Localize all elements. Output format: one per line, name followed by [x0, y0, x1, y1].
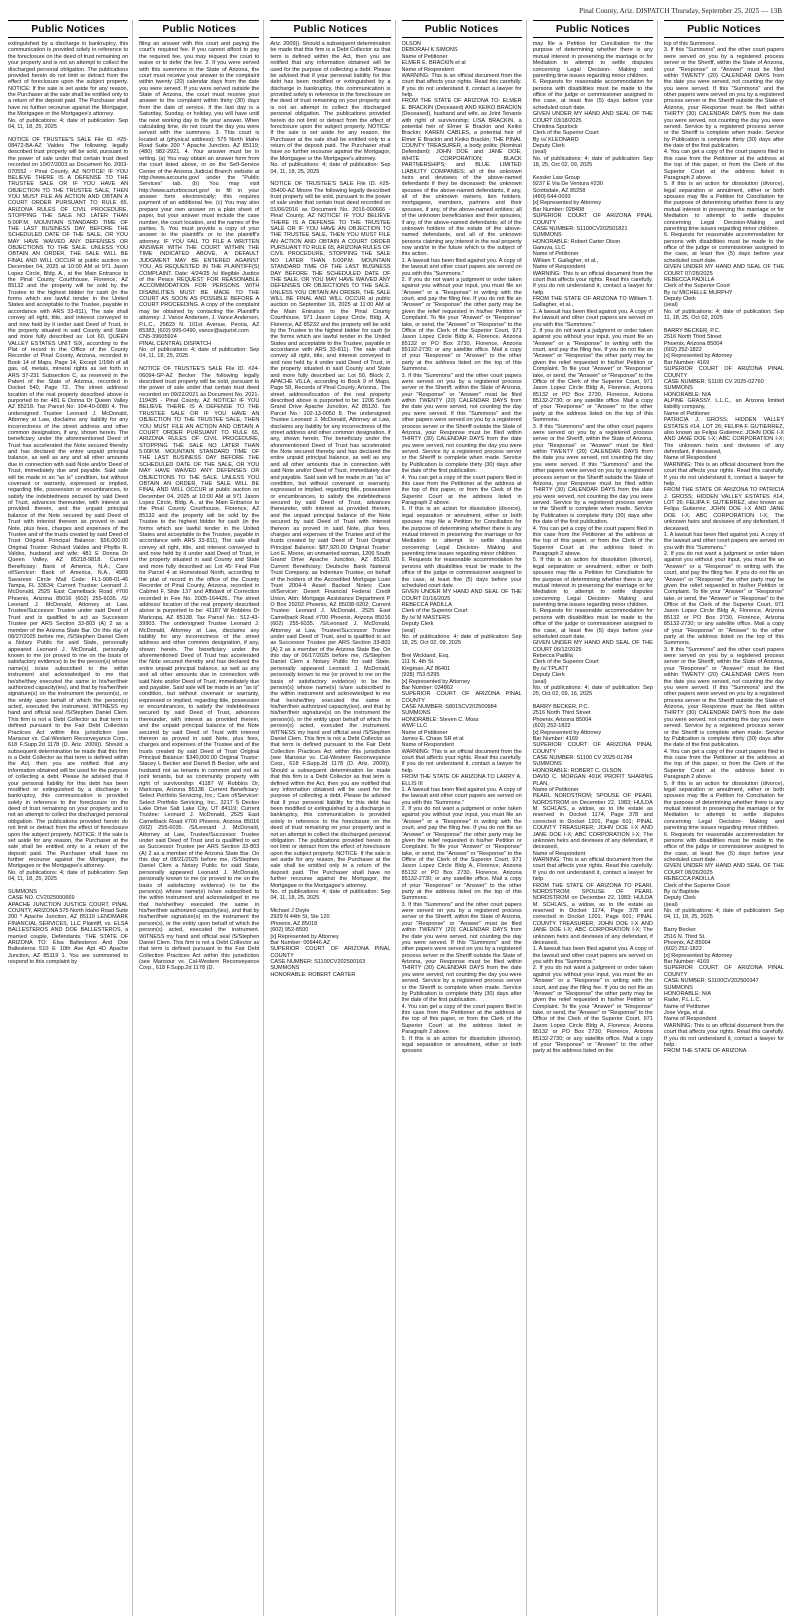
column-heading: Public Notices — [8, 20, 128, 38]
column-text: OLSON DEBORAH K SIMONS Name of Petitioner ELMER E. BRACKIN et al Name of Respondent WARNING: This is an official document from the court that affects your rights. Read this carefully. If you do not understand it, contact a lawyer for help. FROM THE STATE OF ARIZONA TO: ELMER E. BRACKIN (Deceased) AND KEIKO BRACKIN (Deceased), husband and wife, as Joint Tenants with right of survivorship; LISA BRACKIN, a potential heir of Elmer E Brackin and Keiko Brackin; KAREN CABLES, a potential heir of Elmer E Brackin and Keiko Brackin; THE PINAL COUNTY TREASURER, a body politic (Nominal Defendant); JOHN DOE and JANE DOE; WHITE CORPORATION; BLACK PARTNERSHIPS; and BLUE LIMITED LIABILITY COMPANIES; all of the unknown heirs and devisees of the above-named defendants if they be deceased; the unknown spouses of the above-named defendants, if any, all of the unknown owners, lien holders, mortgagees, members, partners and their spouses, if any, of the above-named entities; all of the unknown beneficiaries and their spouses, if any, of the above-named defendants; all of the unknown holders of the estate of the above-named defendants, and all of the unknown persons claiming any interest in the real property now and/or in the future which is the subject of this action. 1. A lawsuit has been filed against you. A copy of the lawsuit and other court papers are served on you with this "Summons." 2. If you do not want a judgment or order taken against you without your input, you must file an "Answer" or a "Response" in writing with the court, and pay the filing fee. If you do not file an "Answer" or "Response" the other party may be given the relief requested in his/her Petition or Complaint. To file your "Answer" or "Response" take, or send, the "Answer" or "Response" to the Office of the Clerk of the Superior Court, 971 Jason Lopez Circle Bldg A, Florence, Arizona 85132 or PO Box 2730, Florence, Arizona 85132-2730; or any satellite office. Mail a copy of your "Response" or "Answer" to the other party at the address listed on the top of this Summons. 3. If this "Summons" and the other court papers were served on you by a registered process server or the Sheriff, within the State of Arizona, your "Response" or "Answer" must be filed within TWENTY (20) CALENDAR DAYS from the date you were served, not counting the day you were served. If this "Summons" and the other papers were served on you by a registered process server or the Sheriff outside the State of Arizona, your Response must be filed within THIRTY (30) CALENDAR DAYS from the date you were served, not counting the day you were served. Service by a registered process server or the Sheriff is complete when made. Service by Publication is complete thirty (30) days after the date of the first publication. 4. You can get a copy of the court papers filed in this case from the Petitioner at the address at the top of this paper, or from the Clerk of the Superior Court at the address listed in Paragraph 2 above. 5. If this is an action for dissolution (divorce), legal separation or annulment, either or both spouses may file a Petition for Conciliation for the purpose of determining whether there is any mutual interest in preserving the marriage or for Mediation to attempt to settle disputes concerning Legal Decision- Making and parenting time issues regarding minor children. 6. Requests for reasonable accommodation for persons with disabilities must be made to the office of the judge or commissioner assigned to the case, at least five (5) days before your scheduled court date. GIVEN UNDER MY HAND AND SEAL OF THE COURT 01/16/2025 REBECCA PADILLA Clerk of the Superior Court By /s/ M MASTERS Deputy Clerk (seal) No. of publications: 4; date of publication: Sep 18, 25, Oct 02, 09, 2025 Brei Wickland, Esq. 111 N. 4th St. Kingman, AZ 86401 (928) 753-5295 [x] Represented by Attorney Bar Number: 034862 SUPERIOR COURT OF ARIZONA PINAL COUNTY CASE NUMBER: S8015CV202500984 SUMMONS HONORABLE: Steven C. Moss WWF LLC Name of Petitioner James E. Chase SR et al Name of Respondent WARNING: This is an official document from the court that affects your rights. Read this carefully. If you do not understand it, contact a lawyer for help. FROM THE STATE OF ARIZONA TO LARRY A. ELLIS III 1. A lawsuit has been filed against you. A copy of the lawsuit and other court papers are served on you with this "Summons." 2. If you do not want a judgment or order taken against you without your input, you must file an "Answer" or a "Response" in writing with the court, and pay the filing fee. If you do not file an "Answer" or "Response" the other party may be given the relief requested in his/her Petition or Complaint. To file your "Answer" or "Response" take, or send, the "Answer" or "Response" to the Office of the Clerk of the Superior Court, 971 Jason Lopez Circle Bldg A, Florence, Arizona 85132 or PO Box 2730, Florence, Arizona 85132-2730; or any satellite office. Mail a copy of your "Response" or "Answer" to the other party at the address listed on the top of this Summons. 3. If this "Summons" and the other court papers were served on you by a registered process server or the Sheriff, within the State of Arizona, your "Response" or "Answer" must be filed within TWENTY (20) CALENDAR DAYS from the date you were served, not counting the day you were served. If this "Summons" and the other papers were served on you by a registered process server or the Sheriff outside the State of Arizona, your Response must be filed within THIRTY (30) CALENDAR DAYS from the date you were served, not counting the day you were served. Service by a registered process server or the Sheriff is complete when made. Service by Publication is complete thirty (30) days after the date of the first publication. 4. You can get a copy of the court papers filed in this case from the Petitioner at the address at the top of this paper, or from the Clerk of the Superior Court at the address listed in Paragraph 2 above. 5. If this is an action for dissolution (divorce), legal separation or annulment, either or both spouses — [401, 41, 522, 1055]
column-heading: Public Notices — [533, 20, 653, 38]
column-heading: Public Notices — [664, 20, 784, 38]
notice-columns — [8, 20, 784, 1616]
running-head: Pinal County, Ariz. DISPATCH Thursday, September 25, 2025 — 13B — [579, 7, 782, 15]
column-heading: Public Notices — [139, 20, 259, 38]
column-3 — [270, 20, 395, 1616]
column-text: extinguished by a discharge in bankruptcy, this communication is provided solely in reference to the foreclosure on the deed of trust remaining on your property and is not an attempt to collect the discharged personal obligation. The publications provided herein do not limit or detract from the effect of foreclosure upon the subject property. NOTICE: If the sale is set aside for any reason, the Purchaser at the sale shall be entitled only to a return of the deposit paid. The Purchaser shall have no further recourse against the Mortgagor, the Mortgagee or the Mortgagee's attorney. No. of publications: 4; date of publication: Sep 04, 11, 18, 25, 2025 NOTICE OF TRUSTEE'S SALE File ID. #25-08472-BA-AZ Valdes The following legally described trust property will be sold, pursuant to the power of sale under that certain trust deed recorded on 10/07/2003 as Document No. 2003-070552 - Pinal County, AZ NOTICE! IF YOU BELIEVE THERE IS A DEFENSE TO THE TRUSTEE SALE OR IF YOU HAVE AN OBJECTION TO THE TRUSTEE SALE, THEN YOU MUST FILE AN ACTION AND OBTAIN A COURT ORDER PURSUANT TO RULE 65, ARIZONA RULES OF CIVIL PROCEDURE, STOPPING THE SALE NO LATER THAN 5:00P.M. MOUNTAIN STANDARD TIME OF THE LAST BUSINESS DAY BEFORE THE SCHEDULED DATE OF THE SALE, OR YOU MAY HAVE WAIVED ANY DEFENSES OR OBJECTIONS TO THE SALE. UNLESS YOU OBTAIN AN ORDER, THE SALE WILL BE FINAL AND WILL OCCUR at public auction on December 04, 2025 at 10:00 AM at 971 Jason Lopez Circle, Bldg. A., at the Main Entrance to the Pinal County Courthouse, Florence, AZ 85132 and the property will be sold by the Trustee to the highest bidder for cash (in the forms which are lawful tender in the United States and acceptable to the Trustee, payable in accordance with ARS 33-811), The sale shall convey all right, title, and interest conveyed to and now held by it under said Deed of Trust, in the property situated in said County and State and more fully described as: Lot 60, QUEEN VALLEY ESTATES UNIT SIX, according to the Plat of record in the Office of the County Recorder of Pinal County, Arizona, recorded in Book 14 of Maps, Page 14, Except 1/16th of all gas, oil, metals, mineral rights as set forth in ARS 37-231 Subsection C, as reserved in the Patent of the State of Arizona, recorded in Docket 540, Page 72.. The street address/ location of the real property described above is purported to be: 481 E Donna Dr Queen Valley AZ 85218. Tax Parcel No: 104-40-0080 4. The undersigned Trustee Leonard J. McDonald, Attorney at Law, disclaims any liability for any incorrectness of the street address and other common designation, if any, shown herein. The beneficiary under the aforementioned Deed of Trust has accelerated the Note secured thereby and has declared the entire unpaid principal balance, as well as any and all other amounts due in connection with said Note and/or Deed of Trust, immediately due and payable. Said sale will be made in an "as is" condition, but without covenant or warranty, expressed or implied, regarding title, possession or encumbrances, to satisfy the indebtedness secured by said Deed of Trust, advances thereunder, with interest as provided therein, and the unpaid principal balance of the Note secured by said Deed of Trust with interest thereon as proved in said Note, plus fees, charges and expenses of the Trustee and of the trusts created by said Deed of Trust Original Principal Balance: $56,000.00 Original Trustor: Richard Valdes and Phyllis R. Valdes, husband and wife: 481 E Donna Dr Queen Valley, AZ 85218-9818. Current Beneficiary: Bank of America, N.A.; Care of/Servicer: Bank of America, N.A., 4909 Savarese Circle Mail Code: FL1-908-01-46 Tampa, FL 33634; Current Trustee: Leonard J. McDonald, 2525 East Camelback Road #700 Phoenix, Arizona 85016 (602) 255-6035. /S/ Leonard J. McDonald, Attorney at Law, Trustee/Successor Trustee under said Deed of Trust and is qualified to act as Successor Trustee per ARS Section 33-803 (A) 2 as a member of the Arizona State Bar. On this day of 08/27/2025 before me, /S/Stephen Daniel Clem a Notary Public for said State, personally appeared Leonard J. McDonald, personally known to me (or proved to me on the basis of satisfactory evidence) to be the person(s) whose name(s) is/are subscribed to the within instrument and acknowledged to me that he/she/they executed the same in his/her/their authorized capacity(ies), and that by his/her/their signature(s) on the instrument the person(s), or the entity upon behalf of which the person(s) acted, executed the instrument. WITNESS my hand and official seal /S/Stephen Daniel Clem. This firm is not a Debt Collector as that term is defined pursuant to the Fair Debt Collection Practices Act within this jurisdiction (see Mansour vs. Cal-Western Reconveyance Corp., 618 F.Supp.2d 1178 (D. Ariz. 2009)). Should a subsequent determination be made that this firm is a Debt Collector as that term is defined within the Act, then you are notified that any information obtained will be used for the purpose of collecting a debt. Please be advised that if your personal liability for this debt has been modified or extinguished by a discharge in bankruptcy, this communication is provided solely in reference to the foreclosure on the deed of trust remaining on your property and is not an attempt to collect the discharged personal obligation. The publications provided herein do not limit or detract from the effect of foreclosure upon the subject property. NOTICE: If the sale is set aside for any reason, the Purchaser at the sale shall be entitled only to a return of the deposit paid. The Purchaser shall have no further recourse against the Mortgagor, the Mortgagee or the Mortgagee's attorney. No. of publications: 4; date of publication: Sep 04, 11, 18, 25, 2025 SUMMONS CASE NO. CV2025000669 APACHE JUNCTION JUSTICE COURT, PINAL COUNTY, ARIZONA 575 North Idaho Road Suite 200 * Apache Junction, AZ 85119 LENDMARK FINANCIAL SERVICES, LLC Plaintiff, vs. ELSA BALLESTEROS AND DOE BALLESTEROS, a married couple, Defendants. THE STATE OF ARIZONA TO: Elsa Ballesteros And Doe Ballesteros 510 E 10th Ave Apt 4D Apache Junction, AZ 85119 1. You are summoned to respond to this complaint by — [8, 41, 129, 965]
column-heading: Public Notices — [402, 20, 522, 38]
column-5 — [533, 20, 658, 1616]
column-heading: Public Notices — [270, 20, 390, 38]
column-4 — [402, 20, 527, 1616]
column-text: top of this Summons. 3. If this "Summons" and the other court papers were served on you by a registered process server or the Sheriff, within the State of Arizona, your "Response" or "Answer" must be filed within TWENTY (20) CALENDAR DAYS from the date you were served, not counting the day you were served. If this "Summons" and the other papers were served on you by a registered process server or the Sheriff outside the State of Arizona, your Response must be filed within THIRTY (30) CALENDAR DAYS from the date you were served, not counting the day you were served. Service by a registered process server or the Sheriff is complete when made. Service by Publication is complete thirty (30) days after the date of the first publication. 4. You can get a copy of the court papers filed in this case from the Petitioner at the address at the top of this paper, or from the Clerk of the Superior Court at the address listed in Paragraph 2 above. 5. If this is an action for dissolution (divorce), legal separation or annulment, either or both spouses may file a Petition for Conciliation for the purpose of determining whether there is any mutual interest in preserving the marriage or for Mediation to attempt to settle disputes concerning Legal Decision-Making and parenting time issues regarding minor children. 6. Requests for reasonable accommodation for persons with disabilities must be made to the office of the judge or commissioner assigned to the case, at least five (5) days before your scheduled court date. GIVEN UNDER MY HAND AND SEAL OF THE COURT 07/28/2025 REBECCA PADILLA Clerk of the Superior Court By /s/ MICHELLE MURPHY Deputy Clerk (seal) No. of publications: 4; date of publication: Sep 11, 18, 25, Oct 02, 2025 BARRY BECKER, P.C. 2516 North Third Street Phoenix, Arizona 85004 (602) 252-1822 [x] Represented by Attorney Bar Number: 4169 SUPERIOR COURT OF ARIZONA PINAL COUNTY CASE NUMBER: S1100 CV 2025-02760 SUMMONS HONORABLE: N/A ALPINE GRASSY, L.L.C., an Arizona limited liability company, Name of Petitioner PATRICIA J. GROSS; HIDDEN VALLEY ESTATES #14, LOT 26; FELIPA F. GUTIERREZ, also known as Felipa Gutierrez; JOHN DOE I-X AND JANE DOE I-X; ABC CORPORATION I-X; The unknown heirs and devisees of any defendant, if deceased, Name of Respondent WARNING: This is an official document from the court that affects your rights. Read this carefully. If you do not understand it, contact a lawyer for help. FROM THE STATE OF ARIZONA TO PATRICIA J. GROSS; HIDDEN VALLEY ESTATES #14, LOT 26; FELIPA F. GUTIERREZ, also known as Felipa Gutierrez; JOHN DOE I-X AND JANE DOE I-X; ABC CORPORATION I-X; The unknown heirs and devisees of any defendant, if deceased, 1. A lawsuit has been filed against you. A copy of the lawsuit and other court papers are served on you with this "Summons." 2. If you do not want a judgment or order taken against you without your input, you must file an "Answer" or a "Response" in writing with the court, and pay the filing fee. If you do not file an "Answer" or "Response" the other party may be given the relief requested in his/her Petition or Complaint. To file your "Answer" or "Response" take, or send, the "Answer" or "Response" to the Office of the Clerk of the Superior Court, 971 Jason Lopez Circle Bldg A, Florence, Arizona 85132 or PO Box 2730, Florence, Arizona 85132-2730; or any satellite office. Mail a copy of your "Response" or "Answer" to the other party at the address listed on the top of this Summons. 3. If this "Summons" and the other court papers were served on you by a registered process server or the Sheriff, within the State of Arizona, your "Response" or "Answer" must be filed within TWENTY (20) CALENDAR DAYS from the date you were served, not counting the day you were served. If this "Summons" and the other papers were served on you by a registered process server or the Sheriff outside the State of Arizona, your Response must be filed within THIRTY (30) CALENDAR DAYS from the date you were served, not counting the day you were served. Service by a registered process server or the Sheriff is complete when made. Service by Publication is complete thirty (30) days after the date of the first publication. 4. You can get a copy of the court papers filed in this case from the Petitioner at the address at the top of this paper, or from the Clerk of the Superior Court at the address listed in Paragraph 2 above. 5. If this is an action for dissolution (divorce), legal separation or annulment, either or both spouses may file a Petition for Conciliation for the purpose of determining whether there is any mutual interest in preserving the marriage or for Mediation to attempt to settle disputes concerning Legal Decision- Making and parenting time issues regarding minor children. 6. Requests for reasonable accommodation for persons with disabilities must be made to the office of the judge or commissioner assigned to the case, at least five (5) days before your scheduled court date. GIVEN UNDER MY HAND AND SEAL OF THE COURT 08/26/2025 REBECCA PADILLA Clerk of the Superior Court By /s/ Baptiste Deputy Clerk (seal) No. of publications: 4; date of publication: Sep 04, 11, 18, 25, 2025 Barry Becker 2516 N. Third St. Phoenix, AZ 85004 (602) 252-1822 [x] Represented by Attorney Bar Number: 4169 SUPERIOR COURT OF ARIZONA PINAL COUNTY CASE NUMBER: S1100CV202500347 SUMMONS HONORABLE: N/A Rader, P.L.L.C. Name of Petitioner Jose Vega, et al. Name of Respondent WARNING: This is an official document from the court that affects your rights. Read this carefully. If you do not understand it, contact a lawyer for help. FROM THE STATE OF ARIZONA — [663, 41, 785, 1055]
column-text: filing an answer with this court and paying the court's required fee. If you cannot afford to pay the required fee, you may request the court to waive or to defer the fee. 2. If you were served with this summons in the State of Arizona, the court must receive your answer to the complaint within twenty (20) calendar days from the date you were served. If you were served outside the State of Arizona, the court must receive your answer to the complaint within thirty (30) days from the date of service. If the last day is a Saturday, Sunday, or holiday, you will have until the next working day to file your answer. When calculating time, do not count the day you were served with the summons. 3. This court is located at (physical address): 575 North Idaho Road Suite 200 * Apache Junction, AZ 85119; (480) 982-2921. 4. Your answer must be in writing. (a) You may obtain an answer form from the court listed above, or on the Self-Service Center of the Arizona Judicial Branch website at http://www.azcourts.gov/ under the "Public Services" tab. (b) You may visit http://www.azturbocourt.gov/ to fill in your answer form electronically; this requires payment of an additional fee. (c) You may also prepare your own answer on a plain sheet of paper, but your answer must include the case number, the court location, and the names of the parties. 5. You must provide a copy of your answer to the plaintiff's or to the plaintiff's attorney. IF YOU FAIL TO FILE A WRITTEN ANSWER WITH THE COURT WITHIN THE TIME INDICATED ABOVE, A DEFAULT JUDGMENT MAY BE ENTERED AGAINST YOU, AS REQUESTED IN THE PLAINTIFF(S) COMPLAINT. Date: 4/24/25 /s/ illegible Justice of the Peace REQUEST FOR REASONABLE ACCOMMODATION FOR PERSONS WITH DISABILITIES MUST BE MADE TO THE COURT AS SOON AS POSSIBLE BEFORE A COURT PROCEEDING. A copy of the complaint may be obtained by contacting the Plaintiff's attorney: J. Vance Andersen, J. Vance Andersen, P.L.C., 25823 N. 101st Avenue, Peoria, AZ 85383, (602) 995-0490, vance@azjurist.com CN5-39605924 PINAL CENTRAL DISPATCH No. of publications: 4; date of publication: Sep 04, 11, 18, 25, 2025 NOTICE OF TRUSTEE'S SALE File ID. #24-06094-SP-AZ Becker The following legally described trust property will be sold, pursuant to the power of sale under that certain trust deed recorded on 09/22/2021 as Document No. 2021-119435 - Pinal County, AZ NOTICE! IF YOU BELIEVE THERE IS A DEFENSE TO THE TRUSTEE SALE OR IF YOU HAVE AN OBJECTION TO THE TRUSTEE SALE, THEN YOU MUST FILE AN ACTION AND OBTAIN A COURT ORDER PURSUANT TO RULE 65, ARIZONA RULES OF CIVIL PROCEDURE, STOPPING THE SALE NO LATER THAN 5:00P.M. MOUNTAIN STANDARD TIME OF THE LAST BUSINESS DAY BEFORE THE SCHEDULED DATE OF THE SALE, OR YOU MAY HAVE WAIVED ANY DEFENSES OR OBJECTIONS TO THE SALE. UNLESS YOU OBTAIN AN ORDER, THE SALE WILL BE FINAL AND WILL OCCUR at public auction on December 04, 2025 at 10:00 AM at 971 Jason Lopez Circle, Bldg. A., at the Main Entrance to the Pinal County Courthouse, Florence, AZ 85132 and the property will be sold by the Trustee to the highest bidder for cash (in the forms which are lawful tender in the United States and acceptable to the Trustee, payable in accordance with ARS 33-811), The sale shall convey all right, title, and interest conveyed to and now held by it under said Deed of Trust, in the property situated in said County and State and more fully described as: Lot 45: Final Plat for Parcel 4 at Homestead North, according to the plat of record in the office of the County Recorder of Pinal County, Arizona, recorded in Cabinet F, Slide 137 and Affidavit of Correction recorded in Fee No. 2005-164426.. The street address/ location of the real property described above is purported to be: 41187 W Robbins Dr Maricopa, AZ 85138. Tax Parcel No.: 512-43-39903. The undersigned Trustee Leonard J. McDonald, Attorney at Law, disclaims any liability for any incorrectness of the street address and other common designation, if any, shown herein. The beneficiary under the aforementioned Deed of Trust has accelerated the Note secured thereby and has declared the entire unpaid principal balance, as well as any and all other amounts due in connection with said Note and/or Deed of Trust, immediately due and payable. Said sale will be made in an "as is" condition, but without covenant or warranty, expressed or implied, regarding title, possession or encumbrances, to satisfy the indebtedness secured by said Deed of Trust, advances thereunder, with interest as provided therein, and the unpaid principal balance of the Note secured by said Deed of Trust with interest thereon as proved in said Note, plus fees, charges and expenses of the Trustee and of the trusts created by said Deed of Trust Original Principal Balance: $340,000.00 Original Trustor: Stacey L Becker and Darrell B Becker, wife and husband not as tenants in common and not as joint tenants, but as community property with right of survivorship: 41187 W Robbins Dr, Maricopa, Arizona 85138. Current Beneficiary: Select Portfolio Servicing, Inc.; Care of/Servicer: Select Portfolio Servicing, Inc., 3217 S Decker Lake Drive Salt Lake City, UT 84119; Current Trustee: Leonard J. McDonald, 2525 East Camelback Road #700 Phoenix, Arizona 85016 (602) 255-6035. /S/Leonard J. McDonald, Attorney at Law, Trustee/Successor Trustee under said Deed of Trust and is qualified to act as Successor Trustee per ARS Section 33-803 (A) 2 as a member of the Arizona State Bar. On this day of 08/21/2025 before me, /S/Stephen Daniel Clem a Notary Public for said State, personally appeared Leonard J. McDonald, personally known to me (or proved to me on the basis of satisfactory evidence) to be the person(s) whose name(s) is/are subscribed to the within instrument and acknowledged to me that he/she/they executed the same in his/her/their authorized capacity(ies), and that by his/her/their signature(s) on the instrument the person(s), or the entity upon behalf of which the person(s) acted, executed the instrument. WITNESS my hand and official seal /S/Stephen Daniel Clem. This firm is not a Debt Collector as that term is defined pursuant to the Fair Debt Collection Practices Act within this jurisdiction (see Mansour vs. Cal-Western Reconveyance Corp., 618 F.Supp.2d 1178 (D. — [139, 41, 260, 972]
column-1 — [8, 20, 133, 1616]
column-text: Ariz. 2009)). Should a subsequent determination be made that this firm is a Debt Collector as that term is defined within the Act, then you are notified that any information obtained will be used for the purpose of collecting a debt. Please be advised that if your personal liability for this debt has been modified or extinguished by a discharge in bankruptcy, this communication is provided solely in reference to the foreclosure on the deed of trust remaining on your property and is not an attempt to collect the discharged personal obligation. The publications provided herein do not limit or detract from the effect of foreclosure upon the subject property. NOTICE: If the sale is set aside for any reason, the Purchaser at the sale shall be entitled only to a return of the deposit paid. The Purchaser shall have no further recourse against the Mortgagor, the Mortgagee or the Mortgagee's attorney. No. of publications: 4; date of publication: Sep 04, 11, 18, 25, 2025 NOTICE OF TRUSTEE'S SALE File ID. #25-05400-AZ Moore The following legally described trust property will be sold, pursuant to the power of sale under that certain trust deed recorded on 01/06/2016 as Document No. 2016-000666 - Pinal County, AZ NOTICE! IF YOU BELIEVE THERE IS A DEFENSE TO THE TRUSTEE SALE OR IF YOU HAVE AN OBJECTION TO THE TRUSTEE SALE, THEN YOU MUST FILE AN ACTION AND OBTAIN A COURT ORDER PURSUANT TO RULE 65, ARIZONA RULES OF CIVIL PROCEDURE, STOPPING THE SALE NO LATER THAN 5:00P.M. MOUNTAIN STANDARD TIME OF THE LAST BUSINESS DAY BEFORE THE SCHEDULED DATE OF THE SALE, OR YOU MAY HAVE WAIVED ANY DEFENSES OR OBJECTIONS TO THE SALE. UNLESS YOU OBTAIN AN ORDER, THE SALE WILL BE FINAL AND WILL OCCUR at public auction on September 16, 2025 at 11:00 AM at the Main Entrance to the Pinal County Courthouse, 971 Jason Lopez Circle, Bldg. A, Florence, AZ 85232 and the property will be sold by the Trustee to the highest bidder for cash (in the forms which are lawful tender in the United States and acceptable to the Trustee, payable in accordance with ARS 33-811). The sale shall convey all right, title, and interest conveyed to and now held by it under said Deed of Trust, in the property situated in said County and State and more fully described as: Lot 50, Block 2, APACHE VILLA, according to Book 9 of Maps, Page 58, Records of Pinal County, Arizona.. The street address/location of the real property described above is purported to be: 1206 South Grand Drive Apache Junction, AZ 85120. Tax Parcel No.: 102-13-0050 8. The undersigned Trustee Leonard J. McDonald, Attorney at Law, disclaims any liability for any incorrectness of the street address and other common designation, if any, shown herein. The beneficiary under the aforementioned Deed of Trust has accelerated the Note secured thereby and has declared the entire unpaid principal balance, as well as any and all other amounts due in connection with said Note and/or Deed of Trust, immediately due and payable. Said sale will be made in an "as is" condition, but without covenant or warranty, expressed or implied, regarding title, possession or encumbrances, to satisfy the indebtedness secured by said Deed of Trust, advances thereunder, with interest as provided therein, and the unpaid principal balance of the Note secured by said Deed of Trust with interest thereon as proved in said Note, plus fees, charges and expenses of the Trustee and of the trusts created by said Deed of Trust Original Principal Balance: $87,920.00 Original Trustor: Lori E. Moore, an unmarried woman, 1206 South Grand Drive Apache Junction, AZ 85120. Current Beneficiary: Deutsche Bank National Trust Company, as Indenture Trustee, on behalf of the holders of the Accredited Mortgage Loan Trust 2004-4 Asset Backed Notes; Care of/Servicer: Desert Financial Federal Credit Union, Attn: Mortgage Assistance Department P O Box 29202 Phoenix, AZ 85038-9202; Current Trustee: Leonard J. McDonald, 2525 East Camelback Road #700 Phoenix, Arizona 85016 (602) 255-6035. /S/Leonard J. McDonald, Attorney at Law, Trustee/Successor Trustee under said Deed of Trust, and is qualified to act as Successor Trustee per ARS Section 33-803 (A) 2 as a member of the Arizona State Bar. On this day of 06/17/2025 before me, /S/Stephen Daniel Clem a Notary Public for said State, personally appeared Leonard J. McDonald, personally known to me (or proved to me on the basis of satisfactory evidence) to be the person(s) whose name(s) is/are subscribed to the within instrument and acknowledged to me that he/she/they executed the same in his/her/their authorized capacity(ies), and that by his/her/their signature(s) on the instrument the person(s), or the entity upon behalf of which the person(s) acted, executed the instrument. WITNESS my hand and official seal /S/Stephen Daniel Clem. This firm is not a Debt Collector as that term is defined pursuant to the Fair Debt Collection Practices Act within this jurisdiction (see Mansour vs. Cal-Western Reconveyance Corp., 618 F.Supp.2d 1178 (D. Ariz. 2009)). Should a subsequent determination be made that this firm is a Debt Collector as that term is defined within the Act, then you are notified that any information obtained will be used for the purpose of collecting a debt. Please be advised that if your personal liability for this debt has been modified or extinguished by a discharge in bankruptcy, this communication is provided solely in reference to the foreclosure on the deed of trust remaining on your property and is not an attempt to collect the discharged personal obligation. The publications provided herein do not limit or detract from the effect of foreclosure upon the subject property. NOTICE: If the sale is set aside for any reason, the Purchaser at the sale shall be entitled only to a return of the deposit paid. The Purchaser shall have no further recourse against the Mortgagor, the Mortgagee or the Mortgagee's attorney. No. of publications: 4; date of publication: Sep 04, 11, 18, 25, 2025 Michael J Doyle 2929 N 44th St, Ste 120 Phoenix, AZ 85018 (602) 952-8500 [x] Represented by Attorney Bar Number: 009446 AZ SUPERIOR COURT OF ARIZONA PINAL COUNTY CASE NUMBER: S1100CV202500163 SUMMONS HONORABLE: ROBERT CARTER — [270, 41, 391, 978]
column-6 — [664, 20, 784, 1616]
column-text: may file a Petition for Conciliation for the purpose of determining whether there is any mutual interest in preserving the marriage or for Mediation to attempt to settle disputes concerning Legal Decision- Making and parenting time issues regarding minor children. 6. Requests for reasonable accommodation for persons with disabilities must be made to the office of the judge or commissioner assigned to the case, at least five (5) days before your scheduled court date. GIVEN UNDER MY HAND AND SEAL OF THE COURT 03/18/2025 Christina Spurlock Clerk of the Superior Court By /s/ KLEONARD Deputy Clerk (seal) No. of publications: 4; date of publication: Sep 18, 25, Oct 02, 09, 2025 Kessler Law Group 9237 E Via De Ventura #230 Scottsdale, AZ 85258 (480) 644-0093 [x] Represented by Attorney Bar Number: 028408 SUPERIOR COURT OF ARIZONA PINAL COUNTY CASE NUMBER: S1100CV202501821 SUMMONS HONORABLE: Robert Carter Olson Ganuva, LLC Name of Petitioner William T. Gallagher, et al., Name of Respondent WARNING: This is an official document from the court that affects your rights. Read this carefully. If you do not understand it, contact a lawyer for help. FROM THE STATE OF ARIZONA TO William T. Gallagher, et al., 1. A lawsuit has been filed against you. A copy of the lawsuit and other court papers are served on you with this "Summons." 2. If you do not want a judgment or order taken against you without your input, you must file an "Answer" or a "Response" in writing with the court, and pay the filing fee. If you do not file an "Answer" or "Response" the other party may be given the relief requested in his/her Petition or Complaint. To file your "Answer" or "Response" take, or send, the "Answer" or "Response" to the Office of the Clerk of the Superior Court, 971 Jason Lopez Circle Bldg A, Florence, Arizona 85132 or PO Box 2730, Florence, Arizona 85132-2730; or any satellite office. Mail a copy of your "Response" or "Answer" to the other party at the address listed on the top of this Summons. 3. If this "Summons" and the other court papers were served on you by a registered process server or the Sheriff, within the State of Arizona, your "Response" or "Answer" must be filed within TWENTY (20) CALENDAR DAYS from the date you were served, not counting the day you were served. If this "Summons" and the other papers were served on you by a registered process server or the Sheriff outside the State of Arizona, your Response must be filed within THIRTY (30) CALENDAR DAYS from the date you were served, not counting the day you were served. Service by a registered process server or the Sheriff is complete when made. Service by Publication is complete thirty (30) days after the date of the first publication. 4. You can get a copy of the court papers filed in this case from the Petitioner at the address at the top of this paper, or from the Clerk of the Superior Court at the address listed in Paragraph 2 above. 5. If this is an action for dissolution (divorce), legal separation or annulment, either or both spouses may file a Petition for Conciliation for the purpose of determining whether there is any mutual interest in preserving the marriage or for Mediation to attempt to settle disputes concerning Legal Decision- Making and parenting time issues regarding minor children. 6. Requests for reasonable accommodation for persons with disabilities must be made to the office of the judge or commissioner assigned to the case, at least five (5) days before your scheduled court date. GIVEN UNDER MY HAND AND SEAL OF THE COURT 06/12/2025 Rebecca Padilla Clerk of the Superior Court By /s/ TPLATT Deputy Clerk (seal) No. of publications: 4; date of publication: Sep 25, Oct 02, 09, 16, 2025 BARRY BECKER, P.C. 2516 North Third Street Phoenix, Arizona 85004 (602) 252-1822 [x] Represented by Attorney Bar Number: 4169 SUPERIOR COURT OF ARIZONA PINAL COUNTY CASE NUMBER: S1100 CV 2025-01784 SUMMONS HONORABLE: ROBERT C. OLSON DAVID C. MORGAN 401K PROFIT SHARING PLAN, Name of Petitioner PEARL NORDSTROM; SPOUSE OF PEARL NORDSTROM on December 22, 1983; HULDA M. SCHLAIS, a widow, as to life estate as reserved in Docket 1174, Page 378 and corrected in Docket 1201, Page 601; PINAL COUNTY TREASURER; JOHN DOE I-X AND JANE DOE I-X; ABC CORPORATION I-X; The unknown heirs and devisees of any defendant, if deceased, Name of Respondent WARNING: This is an official document from the court that affects your rights. Read this carefully. If you do not understand it, contact a lawyer for help. FROM THE STATE OF ARIZONA TO PEARL NORDSTROM; SPOUSE OF PEARL NORDSTROM on December 22, 1983; HULDA M. SCHLAIS, a widow, as to life estate as reserved in Docket 1174, Page 378 and corrected in Docket 1201, Page 601; PINAL COUNTY TREASURER; JOHN DOE I-X AND JANE DOE I-X; ABC CORPORATION I-X; The unknown heirs and devisees of any defendant, if deceased, 1. A lawsuit has been filed against you. A copy of the lawsuit and other court papers are served on you with this "Summons." 2. If you do not want a judgment or order taken against you without your input, you must file an "Answer" or a "Response" in writing with the court, and pay the filing fee. If you do not file an "Answer" or "Response" the other party may be given the relief requested in his/her Petition or Complaint. To file your "Answer" or "Response" take, or send, the "Answer" or "Response" to the Office of the Clerk of the Superior Court, 971 Jason Lopez Circle Bldg A, Florence, Arizona 85132 or PO Box 2730, Florence, Arizona 85132-2730; or any satellite office. Mail a copy of your "Response" or "Answer" to the other party at the address listed on the — [532, 41, 653, 1055]
column-2 — [139, 20, 264, 1616]
